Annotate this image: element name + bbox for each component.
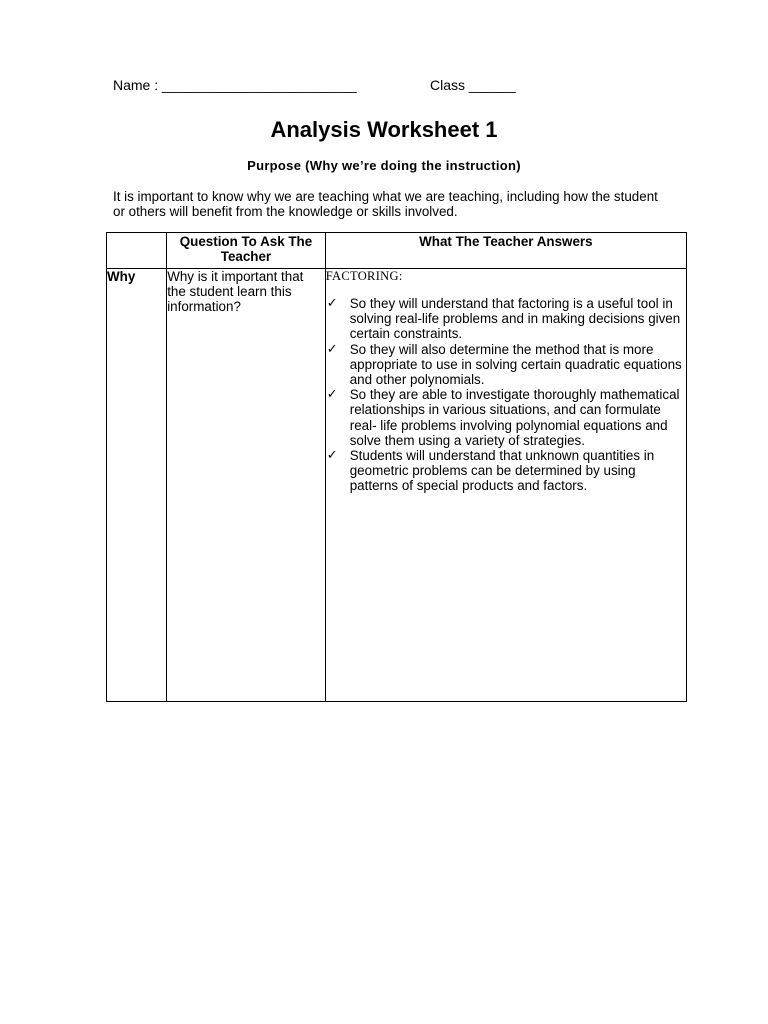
answer-list [326,296,686,494]
answer-text: So they will also determine the method that is more appropriate to use in solving certain quadratic equations and other polynomials. [349,341,682,388]
class-blank: ______ [468,77,516,93]
check-mark-icon: ✓ [326,387,338,403]
name-label: Name : [113,77,159,93]
table-row [107,269,687,702]
question-cell [167,269,326,702]
answer-cell [325,269,686,702]
check-mark-icon: ✓ [326,448,338,464]
page-title: Analysis Worksheet 1 [270,117,498,142]
header-answer-label: What The Teacher Answers [419,234,593,249]
class-label: Class [430,77,466,93]
header-answer [325,233,686,269]
header-empty-cell [107,233,167,269]
question-text: Why is it important that the student learn this information? [167,269,304,314]
answer-text: Students will understand that unknown quantities in geometric problems can be determined by using patterns of special products and factors. [349,448,655,494]
header-question [167,233,326,269]
class-line [430,77,516,93]
check-mark-icon: ✓ [326,296,338,311]
check-mark-icon: ✓ [326,341,338,357]
intro-paragraph: It is important to know why we are teaching what we are teaching, including how the student or others will benefit from the knowledge or skills involved. [113,189,658,219]
list-item [326,448,686,494]
table-header-row [107,233,687,269]
list-item [326,342,686,388]
name-line [113,77,357,93]
row-label-cell [107,269,167,702]
factoring-heading: FACTORING: [325,269,403,283]
list-item [326,296,686,342]
header-question-label: Question To Ask The Teacher [179,234,313,264]
purpose-subtitle: Purpose (Why we’re doing the instruction) [247,158,521,173]
list-item [326,387,686,448]
answer-text: So they are able to investigate thoroughly mathematical relationships in various situations, and can formulate real- life problems involving polynomial equations and solve them using a variety of strategies. [349,387,680,448]
name-blank: _________________________ [162,77,357,93]
analysis-table [106,232,687,702]
row-label: Why [107,269,136,284]
answer-text: So they will understand that factoring is a useful tool in solving real-life problems and in making decisions given certain constraints. [349,296,681,342]
